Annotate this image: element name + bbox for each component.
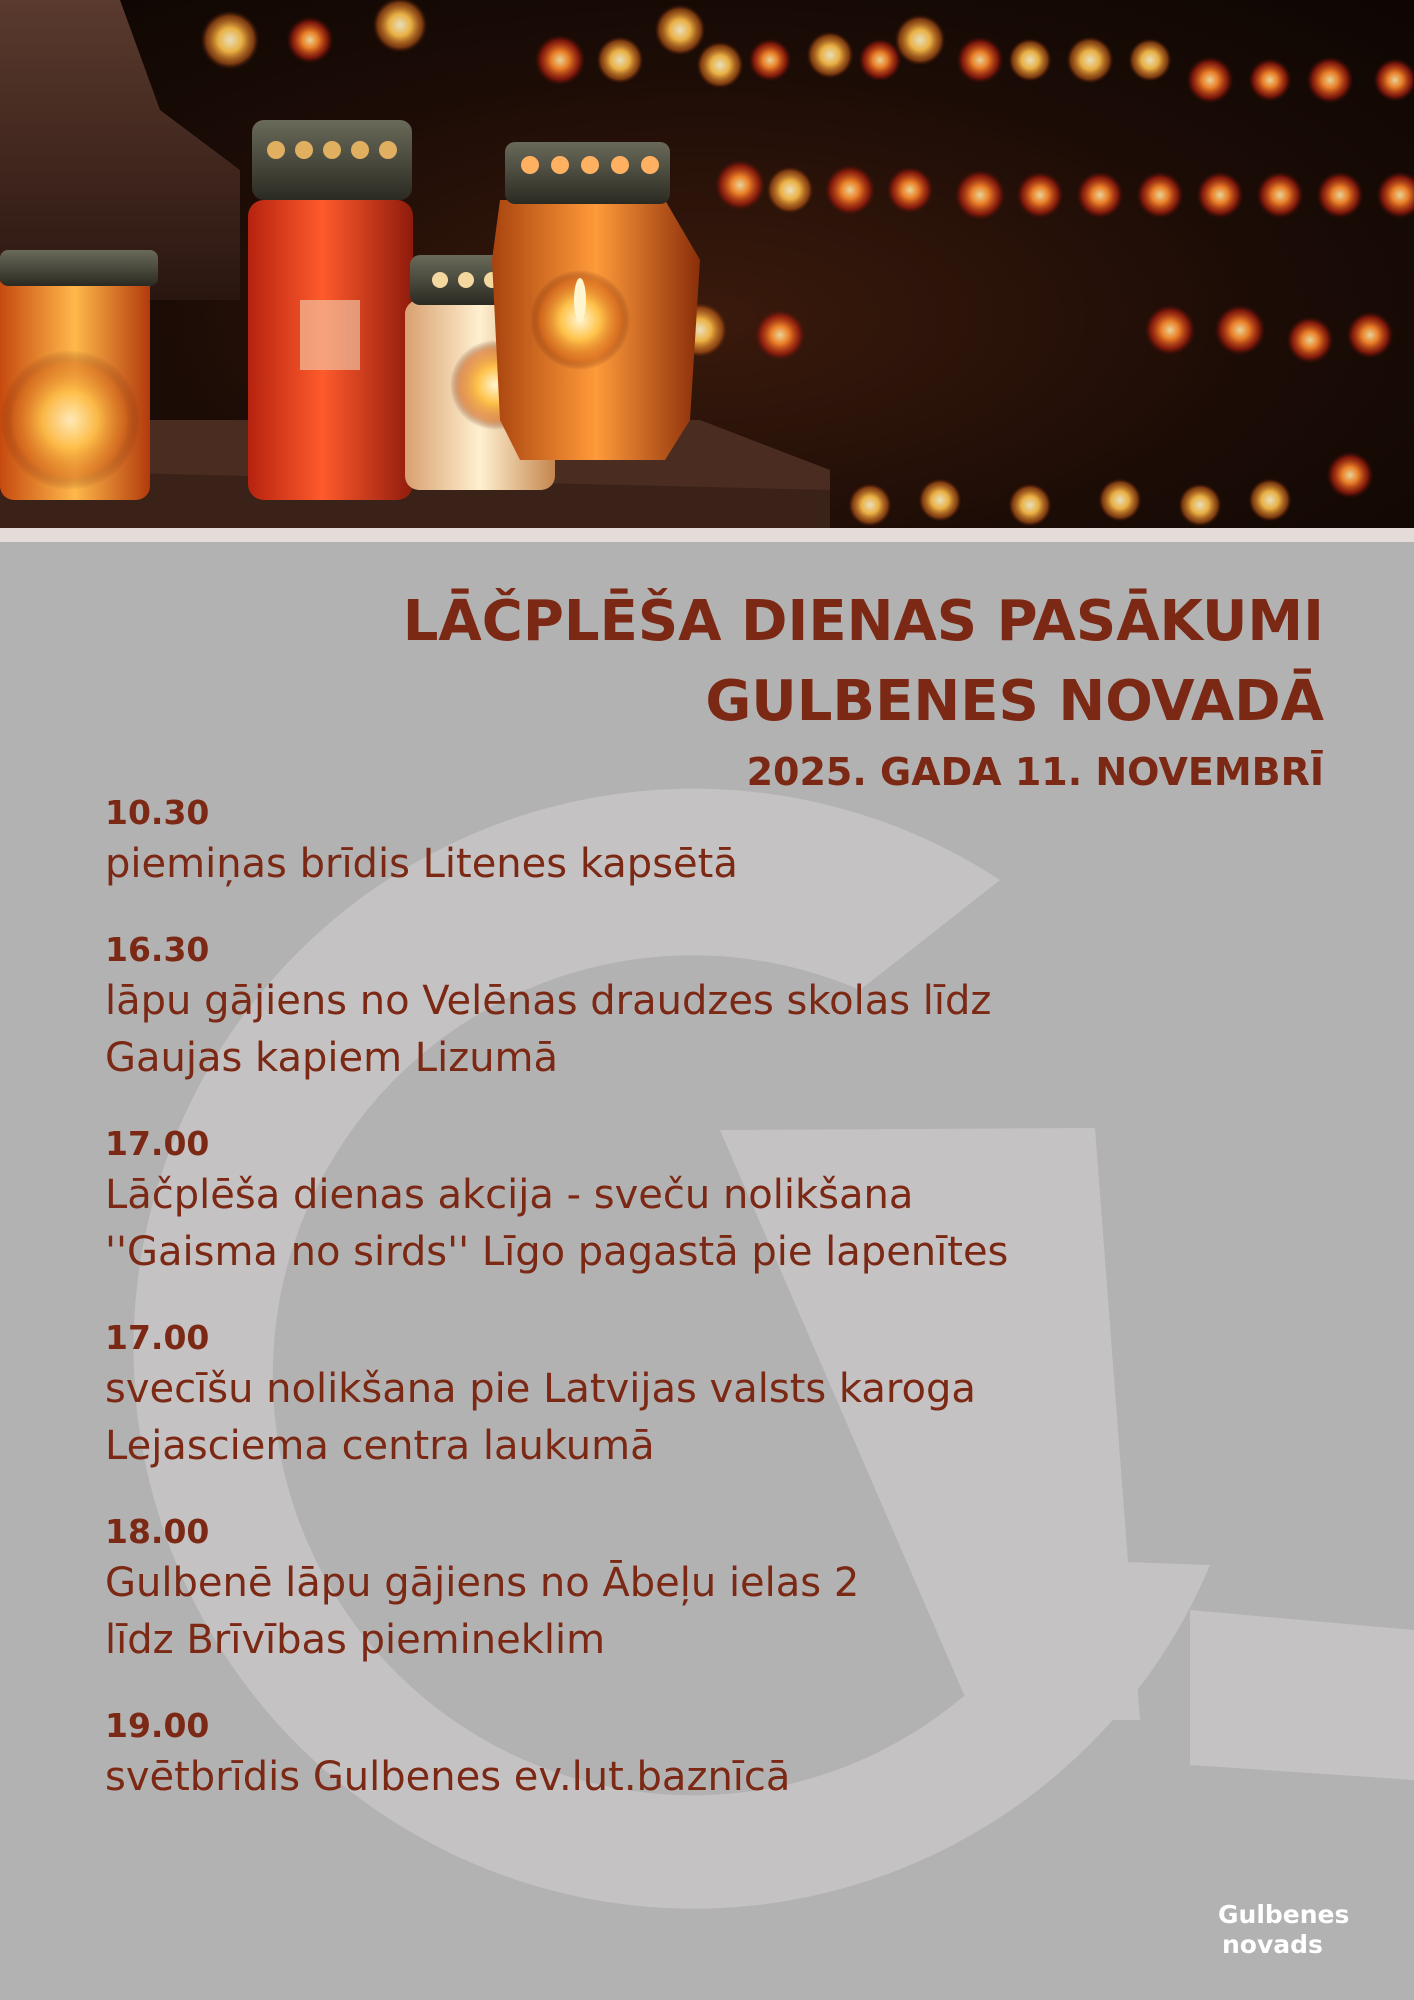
heading-title-line1: LĀČPLĒŠA DIENAS PASĀKUMI xyxy=(402,589,1324,654)
event-item xyxy=(105,1509,1205,1669)
event-item xyxy=(105,927,1205,1087)
event-description: svētbrīdis Gulbenes ev.lut.baznīcā xyxy=(105,1754,791,1800)
event-item xyxy=(105,790,1205,893)
event-item xyxy=(105,1703,1205,1806)
event-item xyxy=(105,1315,1205,1475)
logo-line1: Gulbenes xyxy=(1218,1900,1350,1929)
event-description: Lejasciema centra laukumā xyxy=(105,1423,655,1469)
candles-illustration xyxy=(0,0,1414,528)
gulbenes-novads-logo xyxy=(1218,1896,1378,1966)
event-time: 16.30 xyxy=(105,930,210,969)
event-description: lāpu gājiens no Velēnas draudzes skolas līdz xyxy=(105,978,992,1024)
event-description: Gaujas kapiem Lizumā xyxy=(105,1035,559,1081)
event-time: 17.00 xyxy=(105,1318,210,1357)
event-description: līdz Brīvības piemineklim xyxy=(105,1617,606,1663)
event-time: 18.00 xyxy=(105,1512,210,1551)
event-time: 10.30 xyxy=(105,793,210,832)
event-description: Lāčplēša dienas akcija - sveču nolikšana xyxy=(105,1172,914,1218)
event-description: ''Gaisma no sirds'' Līgo pagastā pie lapenītes xyxy=(105,1229,1009,1275)
event-time: 19.00 xyxy=(105,1706,210,1745)
candles-photo xyxy=(0,0,1414,528)
event-description: piemiņas brīdis Litenes kapsētā xyxy=(105,841,738,887)
event-time: 17.00 xyxy=(105,1124,210,1163)
event-item xyxy=(105,1121,1205,1281)
heading-date: 2025. GADA 11. NOVEMBRĪ xyxy=(746,750,1324,794)
photo-bottom-border xyxy=(0,528,1414,542)
event-schedule xyxy=(105,790,1205,1840)
logo-line2: novads xyxy=(1222,1930,1323,1959)
poster-heading xyxy=(403,582,1324,802)
heading-title-line2: GULBENES NOVADĀ xyxy=(705,669,1324,734)
event-description: svecīšu nolikšana pie Latvijas valsts karoga xyxy=(105,1366,976,1412)
event-description: Gulbenē lāpu gājiens no Ābeļu ielas 2 xyxy=(105,1560,860,1606)
